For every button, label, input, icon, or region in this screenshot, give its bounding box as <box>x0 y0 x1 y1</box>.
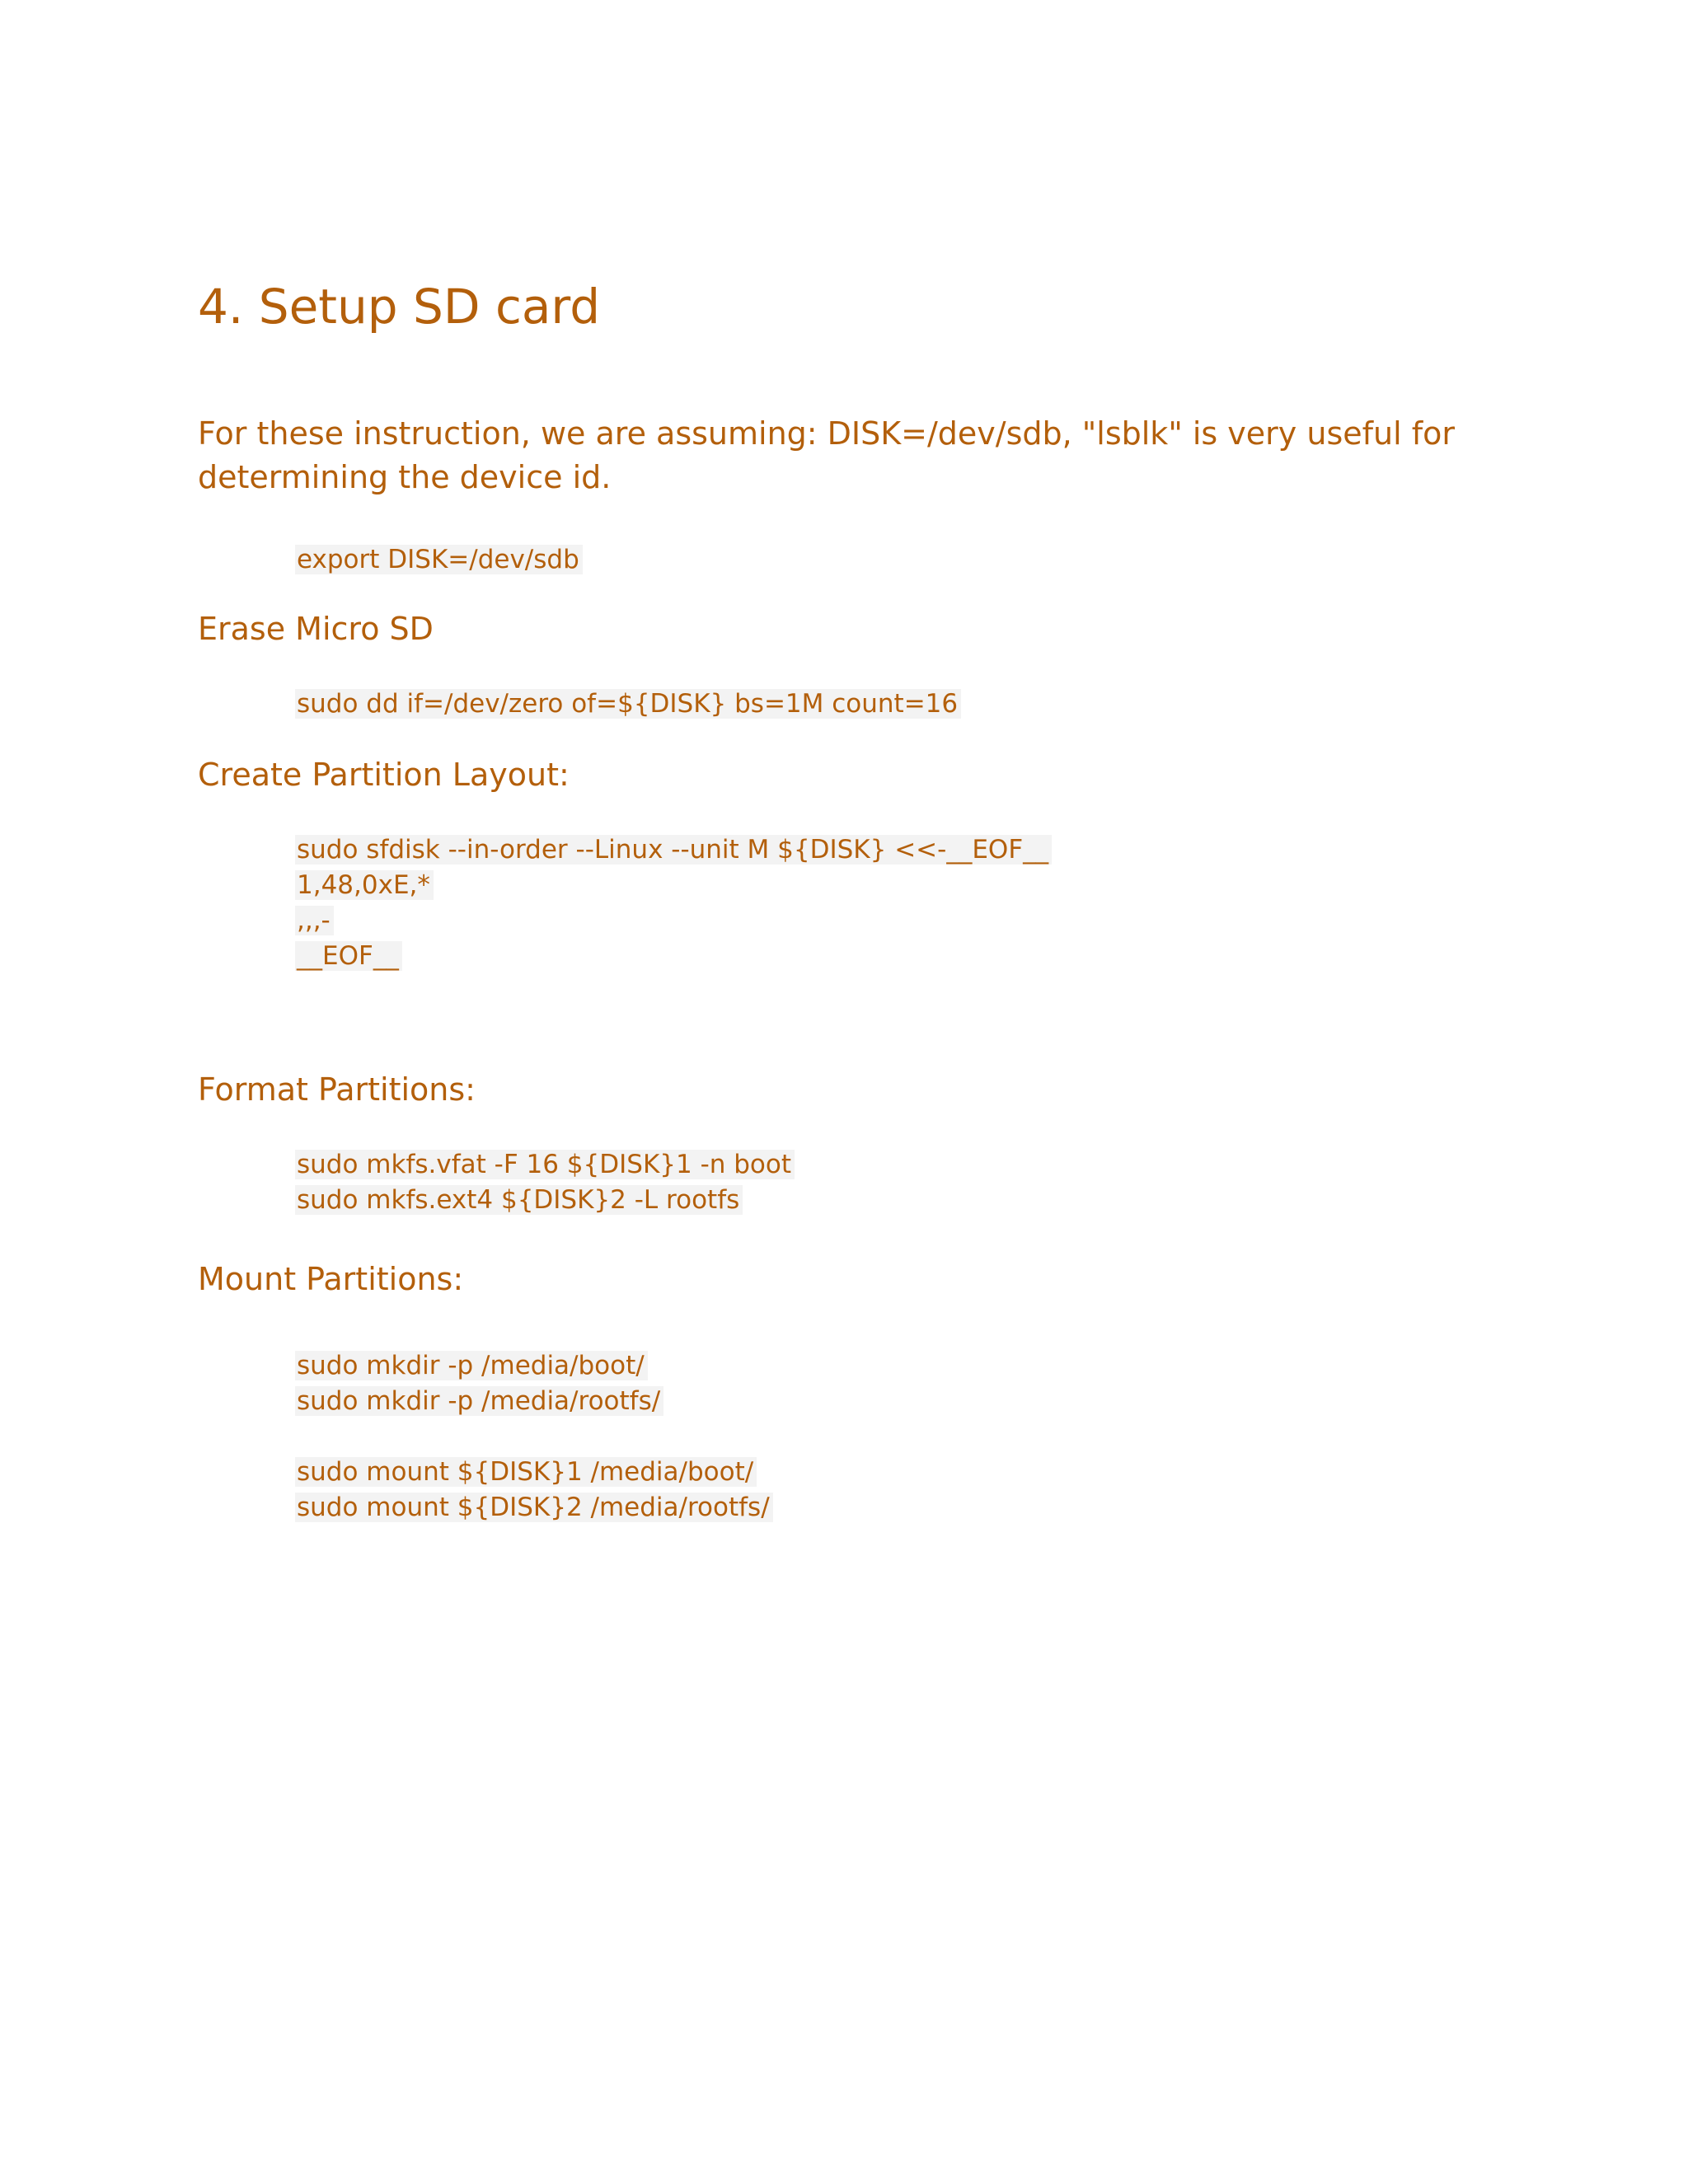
code-line: sudo mkdir -p /media/rootfs/ <box>295 1384 773 1419</box>
code-line: sudo sfdisk --in-order --Linux --unit M ${DISK} <<-__EOF__ <box>295 832 1052 868</box>
code-line: sudo mkfs.vfat -F 16 ${DISK}1 -n boot <box>295 1147 795 1183</box>
code-line: sudo mount ${DISK}2 /media/rootfs/ <box>295 1490 773 1526</box>
code-line: sudo mkfs.ext4 ${DISK}2 -L rootfs <box>295 1183 795 1218</box>
code-line: export DISK=/dev/sdb <box>295 542 583 578</box>
blank-line <box>295 1419 773 1455</box>
intro-paragraph: For these instruction, we are assuming: DISK=/dev/sdb, "lsblk" is very useful for determining the device id. <box>198 415 1455 495</box>
mount-heading: Mount Partitions: <box>198 1261 464 1297</box>
code-line: sudo mkdir -p /media/boot/ <box>295 1348 773 1384</box>
code-line: __EOF__ <box>295 939 1052 974</box>
partition-heading: Create Partition Layout: <box>198 757 570 793</box>
erase-code-block <box>295 687 961 722</box>
mount-code-block <box>295 1348 773 1526</box>
page-title: 4. Setup SD card <box>198 279 601 335</box>
code-line: sudo dd if=/dev/zero of=${DISK} bs=1M count=16 <box>295 687 961 722</box>
erase-heading: Erase Micro SD <box>198 611 434 647</box>
format-heading: Format Partitions: <box>198 1071 476 1108</box>
code-line: ,,,- <box>295 903 1052 939</box>
export-code-block <box>295 542 583 578</box>
format-code-block <box>295 1147 795 1218</box>
code-line: sudo mount ${DISK}1 /media/boot/ <box>295 1455 773 1490</box>
partition-code-block <box>295 832 1052 974</box>
code-line: 1,48,0xE,* <box>295 868 1052 903</box>
